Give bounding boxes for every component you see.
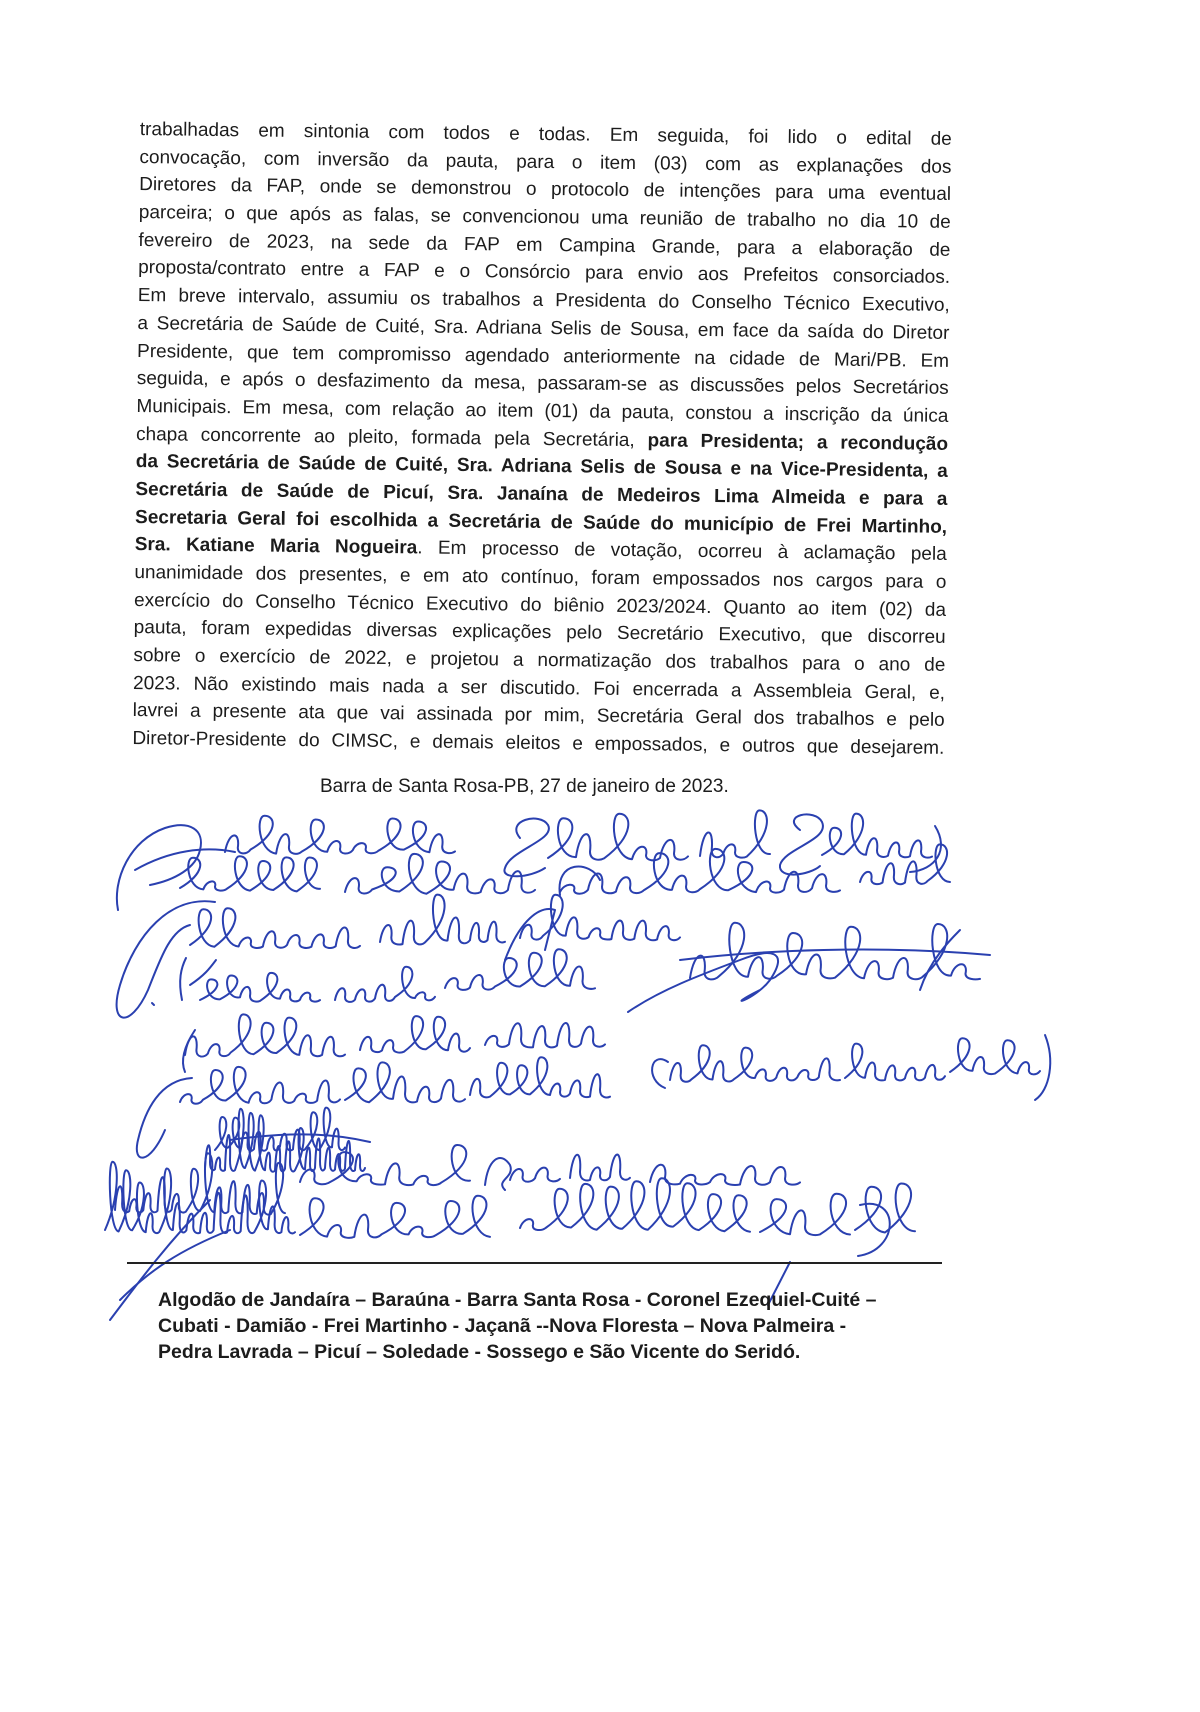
bold-text-segment: para Presidenta; a recondução xyxy=(647,429,949,455)
signature-stroke xyxy=(200,973,320,1002)
signature xyxy=(300,1145,800,1190)
signature xyxy=(117,895,680,1018)
signature xyxy=(117,810,941,910)
footer-line: Cubati - Damião - Frei Martinho - Jaçanã --Nova Floresta – Nova Palmeira - xyxy=(158,1315,847,1337)
footer-municipalities xyxy=(158,1287,938,1365)
signature-stroke xyxy=(225,816,455,854)
signature-stroke xyxy=(858,1204,890,1256)
signature xyxy=(628,923,990,1012)
footer-line: Pedra Lavrada – Picuí – Soledade - Sossego e São Vicente do Seridó. xyxy=(158,1341,801,1363)
text-segment: sobre o exercício de 2022, e projetou a normatização dos trabalhos para o ano de xyxy=(133,645,946,676)
text-segment: Presidente, que tem compromisso agendado anteriormente na cidade de Mari/PB. Em xyxy=(137,340,950,372)
signature-stroke xyxy=(1035,1035,1050,1100)
signature-stroke xyxy=(950,1038,1040,1074)
signature-stroke xyxy=(845,1044,945,1081)
signature-stroke xyxy=(137,1078,192,1158)
signature-stroke xyxy=(345,854,535,894)
text-segment: pauta, foram expedidas diversas explicações pelo Secretário Executivo, que discorreu xyxy=(133,617,946,649)
minutes-body-text xyxy=(132,116,952,763)
text-segment: trabalhadas em sintonia com todos e todas. Em seguida, foi lido o edital de xyxy=(139,118,952,150)
signature-stroke xyxy=(570,1155,630,1181)
text-segment: lavrei a presente ata que vai assinada por mim, Secretária Geral dos trabalhos e pelo xyxy=(132,700,945,732)
bold-text-segment: Secretaria Geral foi escolhida a Secretária de Saúde do município de Frei Martinho, xyxy=(134,506,948,538)
signature-stroke xyxy=(135,849,235,870)
signature-stroke xyxy=(628,953,778,1012)
bold-text-segment: Secretária de Saúde de Picuí, Sra. Janaína de Medeiros Lima Almeida e para a xyxy=(135,478,948,510)
signature xyxy=(180,844,950,895)
signature-stroke xyxy=(360,1016,470,1052)
signature-stroke xyxy=(470,1057,610,1097)
signature-stroke xyxy=(485,1158,511,1190)
text-segment: Municipais. Em mesa, com relação ao item (01) da pauta, constou a inscrição da única xyxy=(136,395,949,427)
signature-stroke xyxy=(560,866,600,895)
text-segment: Em breve intervalo, assumiu os trabalhos a Presidenta do Conselho Técnico Executivo, xyxy=(137,285,950,317)
text-segment: parceira; o que após as falas, se convencionou uma reunião de trabalho no dia 10 de xyxy=(138,202,951,233)
text-segment: 2023. Não existindo mais nada a ser discutido. Foi encerrada a Assembleia Geral, e, xyxy=(132,672,946,704)
text-segment: Diretores da FAP, onde se demonstrou o protocolo de intenções para uma eventual xyxy=(139,174,952,206)
signature-stroke xyxy=(180,958,216,1000)
signature-stroke xyxy=(652,1059,668,1088)
signature-stroke xyxy=(300,1145,470,1185)
signature-stroke xyxy=(345,1062,465,1102)
signature xyxy=(183,1014,605,1072)
signature-stroke xyxy=(650,1165,800,1185)
signature-stroke xyxy=(560,849,840,894)
text-segment: convocação, com inversão da pauta, para o item (03) com as explanações dos xyxy=(139,146,952,178)
signature-stroke xyxy=(115,1153,285,1214)
signature xyxy=(205,1108,370,1172)
signature-stroke xyxy=(520,895,680,940)
signature-stroke xyxy=(117,825,201,910)
signature-stroke xyxy=(860,844,950,884)
footer-divider xyxy=(127,1262,942,1264)
signature-stroke xyxy=(510,1168,560,1182)
signature-stroke xyxy=(910,826,941,872)
signature-stroke xyxy=(504,819,548,877)
signature-stroke xyxy=(205,1109,365,1172)
signature-stroke xyxy=(485,1023,605,1047)
signature-stroke xyxy=(680,950,990,960)
signature-stroke xyxy=(300,1196,490,1238)
text-segment: chapa concorrente ao pleito, formada pela Secretária, xyxy=(135,423,648,451)
signature-stroke xyxy=(670,1045,840,1081)
signature-stroke xyxy=(445,949,595,990)
signature-stroke xyxy=(180,1067,340,1104)
signature-stroke xyxy=(760,1194,850,1235)
text-segment: Diretor-Presidente do CIMSC, e demais eleitos e empossados, e outros que desejarem. xyxy=(132,728,945,759)
signature-stroke xyxy=(117,901,215,1017)
signature-stroke xyxy=(690,923,980,980)
text-segment: seguida, e após o desfazimento da mesa, passaram-se as discussões pelos Secretários xyxy=(136,368,949,400)
signature xyxy=(652,1035,1050,1100)
signature-stroke xyxy=(470,922,505,943)
signature-stroke xyxy=(920,930,960,990)
footer-line: Algodão de Jandaíra – Baraúna - Barra Santa Rosa - Coronel Ezequiel-Cuité – xyxy=(158,1289,877,1311)
signature xyxy=(137,1057,610,1157)
signature-stroke xyxy=(505,909,555,960)
signature-stroke xyxy=(380,895,470,945)
signature-stroke xyxy=(855,1184,915,1233)
signature xyxy=(152,949,595,1005)
signature-stroke xyxy=(700,810,770,857)
signature-stroke xyxy=(183,1030,195,1072)
signature-stroke xyxy=(780,814,823,874)
text-segment: a Secretária de Saúde de Cuité, Sra. Adriana Selis de Sousa, em face da saída do Diretor xyxy=(137,312,950,344)
signature-stroke xyxy=(335,967,435,1002)
signature-stroke xyxy=(190,908,360,948)
signature-stroke xyxy=(180,856,320,891)
bold-text-segment: da Secretária de Saúde de Cuité, Sra. Adriana Selis de Sousa e na Vice-Presidenta, a xyxy=(135,451,948,483)
signature-stroke xyxy=(185,1014,345,1056)
text-segment: . Em processo de votação, ocorreu à aclamação pela xyxy=(417,537,947,566)
text-segment: exercício do Conselho Técnico Executivo do biênio 2023/2024. Quanto ao item (02) da xyxy=(133,589,947,621)
signature-stroke xyxy=(548,814,688,860)
bold-text-segment: Sra. Katiane Maria Nogueira xyxy=(134,534,418,559)
signature-stroke xyxy=(105,1162,295,1234)
text-segment: fevereiro de 2023, na sede da FAP em Campina Grande, para a elaboração de xyxy=(138,229,951,261)
place-and-date: Barra de Santa Rosa-PB, 27 de janeiro de 2023. xyxy=(320,776,729,797)
signature-stroke xyxy=(230,1134,370,1142)
signature-stroke xyxy=(152,1003,154,1005)
signature-stroke xyxy=(822,814,932,858)
signature-stroke xyxy=(215,1108,345,1151)
text-segment: unanimidade dos presentes, e em ato contínuo, foram empossados nos cargos para o xyxy=(134,561,947,593)
text-segment: proposta/contrato entre a FAP e o Consórcio para envio aos Prefeitos consorciados. xyxy=(138,257,951,289)
signature-stroke xyxy=(520,1178,750,1232)
